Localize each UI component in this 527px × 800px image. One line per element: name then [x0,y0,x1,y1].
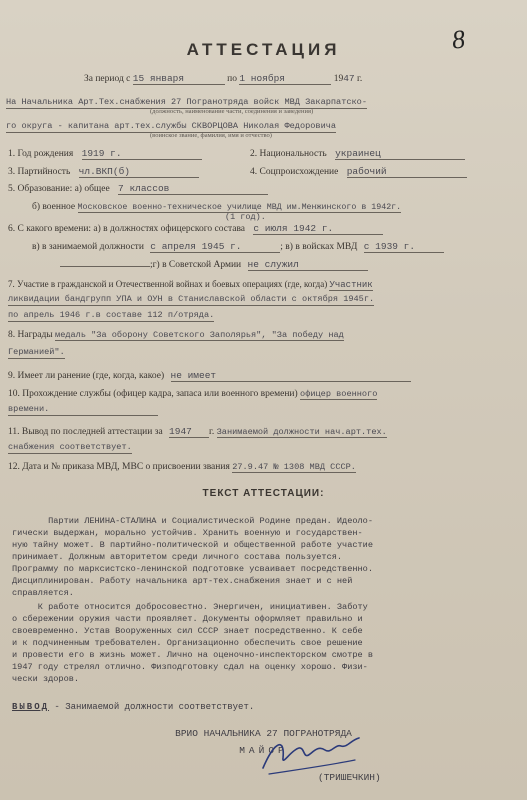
field-officer-since: 6. С какого времени: а) в должностях офицерского состава с июля 1942 г. [8,223,383,235]
service-line-2: времени. [8,404,158,416]
current-position-since-value: с апреля 1945 г. [150,241,280,253]
wounds-value: не имеет [171,370,411,382]
war-participation-line-2: ликвидации бандгрупп УПА и ОУН в Станиславской области с октября 1945г. [8,294,375,304]
period-year-prefix: 19 [333,74,344,84]
last-attestation-year: 1947 [169,426,209,438]
field-rank-order: 12. Дата и № приказа МВД, МВС о присвоении звания 27.9.47 № 1308 МВД СССР. [8,462,356,472]
last-attestation-value: Занимаемой должности нач.арт.тех. [216,427,387,437]
party-value: чл.ВКП(б) [79,166,199,178]
war-participation-line-3: по апрель 1946 г.в составе 112 п/отряда. [8,310,215,320]
attestation-text-line: К работе относится добросовестно. Энергичен, инициативен. Заботу [12,602,368,612]
soviet-army-value: не служил [248,259,368,271]
attestation-text-line: ную тайну может. В партийно-политической и общественной работе участие [12,540,373,550]
period-label: За период с [84,74,131,84]
attestation-text-line: гически выдержан, морально устойчив. Хранить военную и государствен- [12,528,363,538]
period-line [84,73,362,85]
awards-line-2: Германией". [8,347,65,357]
attestation-text-line: Дисциплинирован. Работу начальника арт-тех.снабжения знает и с ней [12,576,353,586]
attestation-text-line: чески здоров. [12,674,80,684]
attestation-text-line: 1947 году стрелял отлично. Физподготовку сдал на оценку хорошо. Физи- [12,662,368,672]
recipient-line-1: На Начальника Арт.Тех.снабжения 27 Погранотряда войск МВД Закарпатско- [6,97,367,107]
period-year-suffix: г. [357,74,363,84]
period-to-label: по [227,74,237,84]
attestation-text-line: принимает. Должным авторитетом среди личного состава пользуется. [12,552,343,562]
war-participation-value: Участник [329,280,373,290]
recipient-line-2: го округа - капитана арт.тех.службы СКВОРЦОВА Николая Федоровича [6,121,337,131]
conclusion-label: ВЫВОД [12,702,50,712]
attestation-text-line: и провести его в жизнь может. Лично на оценочно-инспекторском смотре в [12,650,373,660]
social-origin-value: рабочий [347,166,467,178]
field-war-participation: 7. Участие в гражданской и Отечественной войнах и боевых операциях (где, когда) Участник [8,279,373,290]
attestation-text-line: о сбережении оружия части проявляет. Документы оформляет правильно и [12,614,363,624]
service-value: офицер военного [300,389,378,399]
field-soviet-army: ;г) в Советской Армии не служил [60,259,368,271]
document-title: АТТЕСТАЦИЯ [186,40,341,59]
period-to: 1 ноября [239,73,331,85]
field-service: 10. Прохождение службы (офицер кадра, запаса или военного времени) офицер военного [8,389,378,399]
handwritten-signature [255,730,365,780]
officer-since-value: с июля 1942 г. [253,223,383,235]
conclusion [12,702,254,712]
field-last-attestation: 11. Вывод по последней аттестации за 1947 г. Занимаемой должности нач.арт.тех. [8,426,387,437]
recipient-note-2: (воинское звание, фамилия, имя и отчество) [150,132,272,139]
attestation-text-line: Программу по марксистско-ленинской подготовке усваивает посредственно. [12,564,373,574]
rank-order-value: 27.9.47 № 1308 МВД СССР. [232,462,356,472]
attestation-text-line: Партии ЛЕНИНА-СТАЛИНА и Социалистической Родине предан. Идеоло- [12,516,373,526]
field-general-education: 5. Образование: а) общее 7 классов [8,183,268,195]
awards-value: медаль "За оборону Советского Заполярья", "За победу над [55,330,344,340]
field-current-position-since: в) в занимаемой должности с апреля 1945 г. ; в) в войсках МВД с 1939 г. [32,241,444,253]
field-wounds: 9. Имеет ли ранение (где, когда, какое) не имеет [8,370,411,382]
attestation-text-heading: ТЕКСТ АТТЕСТАЦИИ: [202,488,325,499]
handwritten-page-number: 8 [450,24,467,55]
military-education-duration: (1 год). [225,212,266,222]
recipient-note-1: (должность, наименование части, соединения и заведения) [150,108,314,115]
period-from: 15 января [133,73,225,85]
attestation-text-line: и к подчиненным требователен. Организационно обеспечить свое решение [12,638,363,648]
field-birth-year: 1. Год рождения 1919 г. [8,148,202,160]
signer-rank: МАЙОР [239,745,288,756]
attestation-text-line: своевременно. Устав Вооруженных сил СССР знает посредственно. К себе [12,626,363,636]
field-nationality: 2. Национальность украинец [250,148,465,160]
conclusion-text: - Занимаемой должности соответствует. [49,702,255,712]
field-social-origin: 4. Соцпроисхождение рабочий [250,166,467,178]
signer-name: (ТРИШЕЧКИН) [318,772,381,783]
last-attestation-line-2: снабжения соответствует. [8,442,132,452]
nationality-value: украинец [335,148,465,160]
field-party: 3. Партийность чл.ВКП(б) [8,166,199,178]
general-education-value: 7 классов [118,183,268,195]
field-awards: 8. Награды медаль "За оборону Советского Заполярья", "За победу над [8,330,344,340]
field-military-education: б) военное Московское военно-техническое училище МВД им.Менжинского в 1942г. [32,202,402,212]
birth-year-value: 1919 г. [82,148,202,160]
mvd-troops-since-value: с 1939 г. [364,241,444,253]
military-education-value: Московское военно-техническое училище МВД им.Менжинского в 1942г. [77,203,402,212]
signer-position: ВРИО НАЧАЛЬНИКА 27 ПОГРАНОТРЯДА [175,728,352,739]
attestation-text-line: справляется. [12,588,74,598]
period-year: 47 [343,73,355,84]
